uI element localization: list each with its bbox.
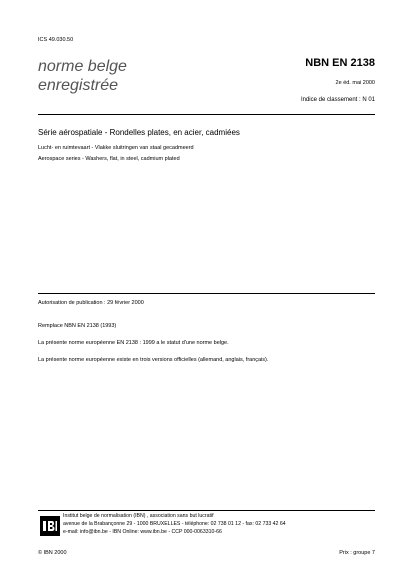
publication-authorization: Autorisation de publication : 29 février 2000 bbox=[38, 300, 144, 306]
brand-line-2: enregistrée bbox=[38, 77, 119, 94]
ics-code: ICS 49.030.50 bbox=[38, 37, 74, 43]
title-english: Aerospace series - Washers, flat, in steel, cadmium plated bbox=[38, 156, 180, 162]
standard-number: NBN EN 2138 bbox=[305, 57, 375, 69]
divider-middle bbox=[38, 293, 375, 294]
title-french: Série aérospatiale - Rondelles plates, en acier, cadmiées bbox=[38, 128, 240, 137]
copyright: © IBN 2000 bbox=[38, 550, 67, 556]
brand-line-1: norme belge bbox=[38, 58, 127, 75]
classification-index: Indice de classement : N 01 bbox=[300, 97, 375, 103]
institute-address: avenue de la Brabançonne 29 - 1000 BRUXELLES - téléphone: 02 738 01 12 - fax: 02 733 42 64 bbox=[63, 521, 286, 527]
institute-name: Institut belge de normalisation (IBN) , association sans but lucratif bbox=[63, 513, 214, 519]
edition-date: 2e éd. mai 2000 bbox=[335, 80, 375, 86]
ibn-logo-icon bbox=[40, 516, 60, 536]
divider-top bbox=[38, 114, 375, 115]
divider-bottom bbox=[38, 510, 375, 511]
title-dutch: Lucht- en ruimtevaart - Vlakke sluitringen van staal gecadmeerd bbox=[38, 145, 194, 151]
replaces-notice: Remplace NBN EN 2138 (1993) bbox=[38, 323, 117, 329]
status-notice-2: La présente norme européenne existe en trois versions officielles (allemand, anglais, français). bbox=[38, 357, 269, 363]
institute-contact: e-mail: info@ibn.be - IBN Online: www.ibn.be - CCP 000-0063310-66 bbox=[63, 529, 222, 535]
price-group: Prix : groupe 7 bbox=[339, 550, 375, 556]
status-notice-1: La présente norme européenne EN 2138 : 1999 a le statut d'une norme belge. bbox=[38, 340, 229, 346]
